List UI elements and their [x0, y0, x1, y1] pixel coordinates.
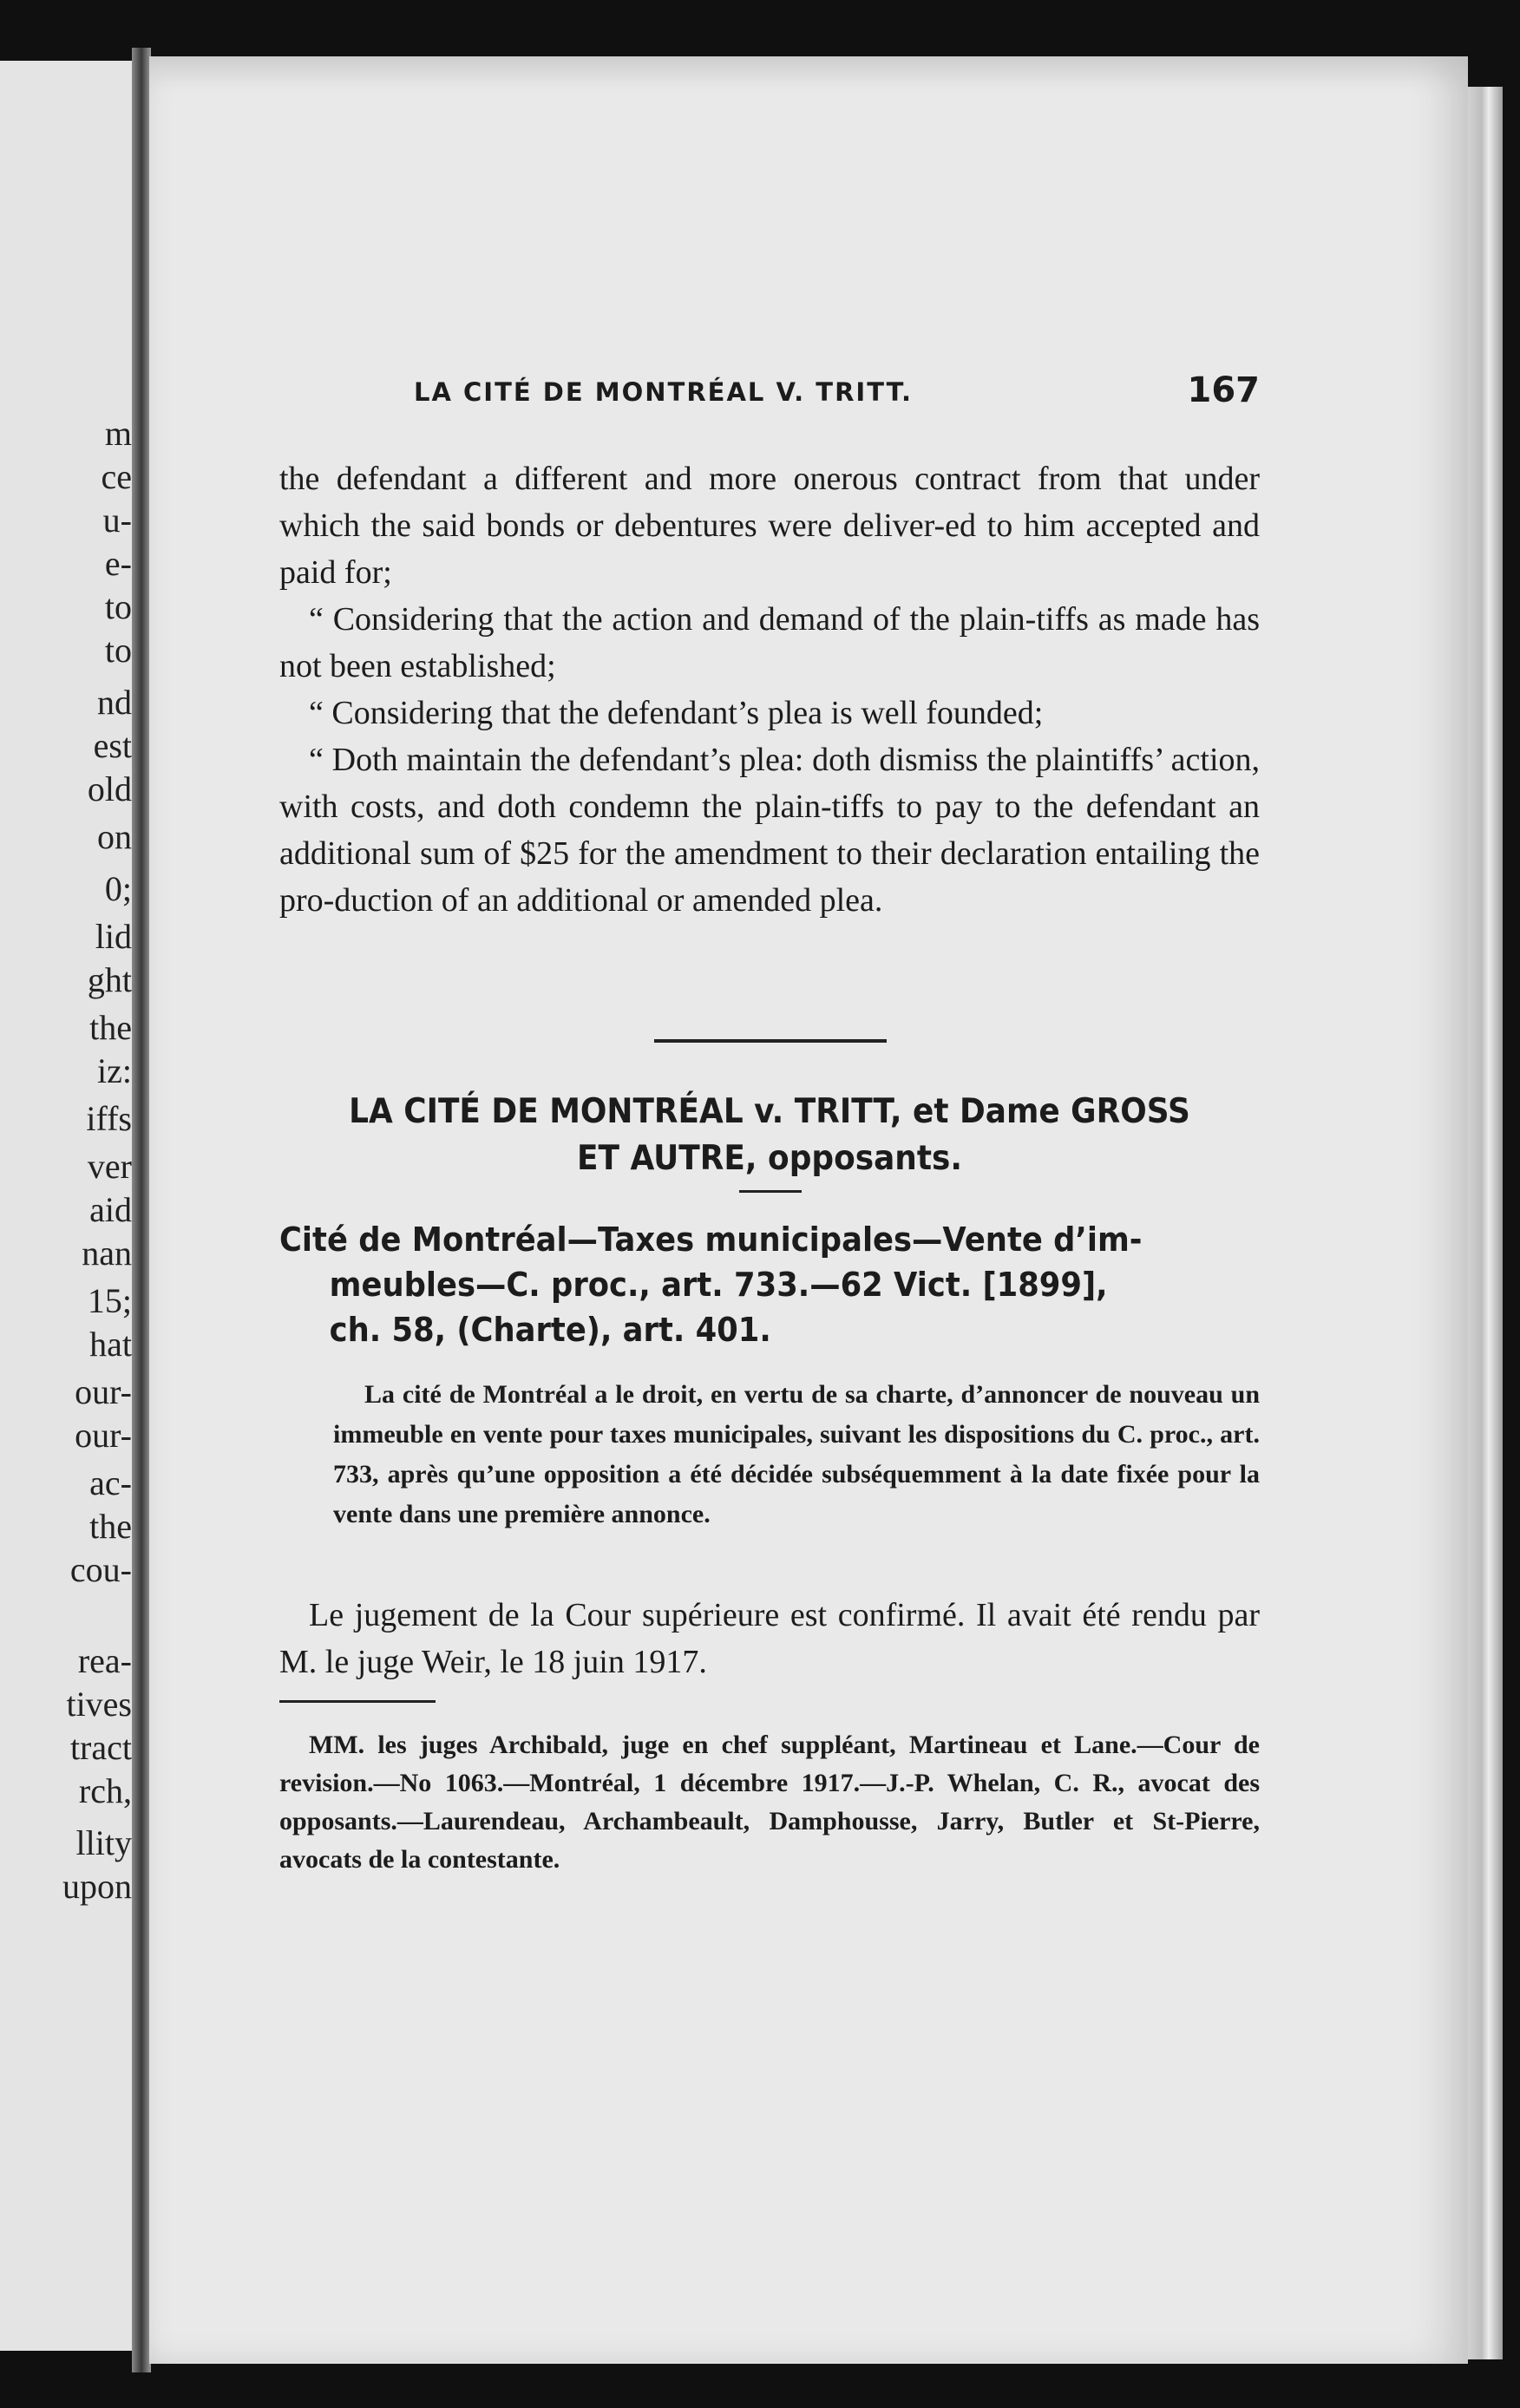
facing-page-fragment: llity [75, 1823, 132, 1862]
subject-line: ch. 58, (Charte), art. 401. [329, 1311, 771, 1349]
running-head-title: LA CITÉ DE MONTRÉAL V. TRITT. [414, 377, 914, 407]
book-page [149, 56, 1468, 2364]
facing-page-fragment: m [104, 414, 132, 453]
facing-page-fragment: 15; [87, 1281, 132, 1320]
body-paragraph: “ Considering that the action and demand of the plain-tiffs as made has not been established; [279, 601, 1260, 684]
subject-line: meubles—C. proc., art. 733.—62 Vict. [1899], [329, 1266, 1108, 1304]
facing-page-fragment: tract [69, 1728, 132, 1767]
facing-page-fragment: on [97, 817, 132, 856]
facing-page-fragment: our- [75, 1416, 132, 1455]
case-title-line: LA CITÉ DE MONTRÉAL v. TRITT, et Dame GROSS [349, 1092, 1190, 1131]
facing-page-edge [0, 61, 139, 2351]
facing-page-fragment: est [93, 726, 132, 765]
page-number: 167 [1187, 370, 1260, 410]
facing-page-fragment: to [104, 587, 132, 626]
body-paragraph: “ Considering that the defendant’s plea is well founded; [309, 695, 1044, 731]
facing-page-fragment: ac- [89, 1463, 132, 1502]
case-subject [279, 1217, 1191, 1352]
title-divider [739, 1190, 802, 1193]
facing-page-fragment: ver [87, 1147, 132, 1186]
headnote [333, 1375, 1260, 1534]
facing-page-fragment: tives [66, 1685, 132, 1724]
facing-page-fragment: to [104, 631, 132, 670]
subject-line: Cité de Montréal—Taxes municipales—Vente d’im- [279, 1220, 1143, 1259]
judgment-text: Le jugement de la Cour supérieure est confirmé. Il avait été rendu par M. le juge Weir, le 18 juin 1917. [279, 1597, 1260, 1680]
binding-gutter [132, 48, 151, 2372]
case-title-line: ET AUTRE, opposants. [577, 1139, 962, 1178]
facing-page-fragment: e- [104, 544, 132, 583]
facing-page-fragment: lid [95, 917, 132, 956]
facing-page-fragment: nan [82, 1233, 132, 1273]
page-edge [1468, 87, 1503, 2359]
facing-page-fragment: our- [75, 1372, 132, 1411]
facing-page-fragment: nd [97, 683, 132, 722]
case-title [318, 1089, 1221, 1182]
facing-page-fragment: the [89, 1507, 132, 1546]
section-divider [654, 1039, 887, 1043]
facing-page-fragment: hat [89, 1325, 132, 1364]
body-paragraph: “ Doth maintain the defendant’s plea: doth dismiss the plaintiffs’ action, with costs, and doth condemn the plain-tiffs to pay to the defendant an additional sum of $25 for the amendment to their declaration entailing the pro-duction of an additional or amended plea. [279, 742, 1260, 919]
footnote-rule [279, 1700, 436, 1703]
footnote-text: MM. les juges Archibald, juge en chef suppléant, Martineau et Lane.—Cour de revision.—No 1063.—Montréal, 1 décembre 1917.—J.-P. Whelan, C. R., avocat des opposants.—Laurendeau, Archambeault, Damphousse, Jarry, Butler et St-Pierre, avocats de la contestante. [279, 1731, 1260, 1874]
facing-page-fragment: upon [62, 1867, 132, 1906]
facing-page-fragment: ce [101, 457, 132, 496]
facing-page-fragment: rea- [77, 1641, 132, 1680]
body-text [279, 455, 1260, 924]
footnote [279, 1726, 1260, 1879]
facing-page-fragment: ght [87, 960, 132, 999]
facing-page-fragment: iz: [97, 1051, 132, 1090]
facing-page-fragment: iffs [86, 1099, 132, 1138]
facing-page-fragment: 0; [104, 869, 132, 908]
facing-page-fragment: cou- [69, 1550, 132, 1589]
judgment [279, 1592, 1260, 1685]
headnote-text: La cité de Montréal a le droit, en vertu de sa charte, d’annoncer de nouveau un immeuble en vente pour taxes municipales, suivant les dispositions du C. proc., art. 733, après qu’une opposition a été décidée subséquemment à la date fixée pour la vente dans une première annonce. [333, 1380, 1260, 1528]
facing-page-fragment: aid [89, 1190, 132, 1229]
facing-page-fragment: old [87, 769, 132, 808]
facing-page-fragment: u- [102, 501, 132, 540]
body-paragraph: the defendant a different and more onerous contract from that under which the said bonds or debentures were deliver-ed to him accepted and paid for; [279, 461, 1260, 591]
facing-page-fragment: rch, [78, 1771, 132, 1810]
facing-page-fragment: the [89, 1008, 132, 1047]
running-head [279, 370, 1260, 429]
